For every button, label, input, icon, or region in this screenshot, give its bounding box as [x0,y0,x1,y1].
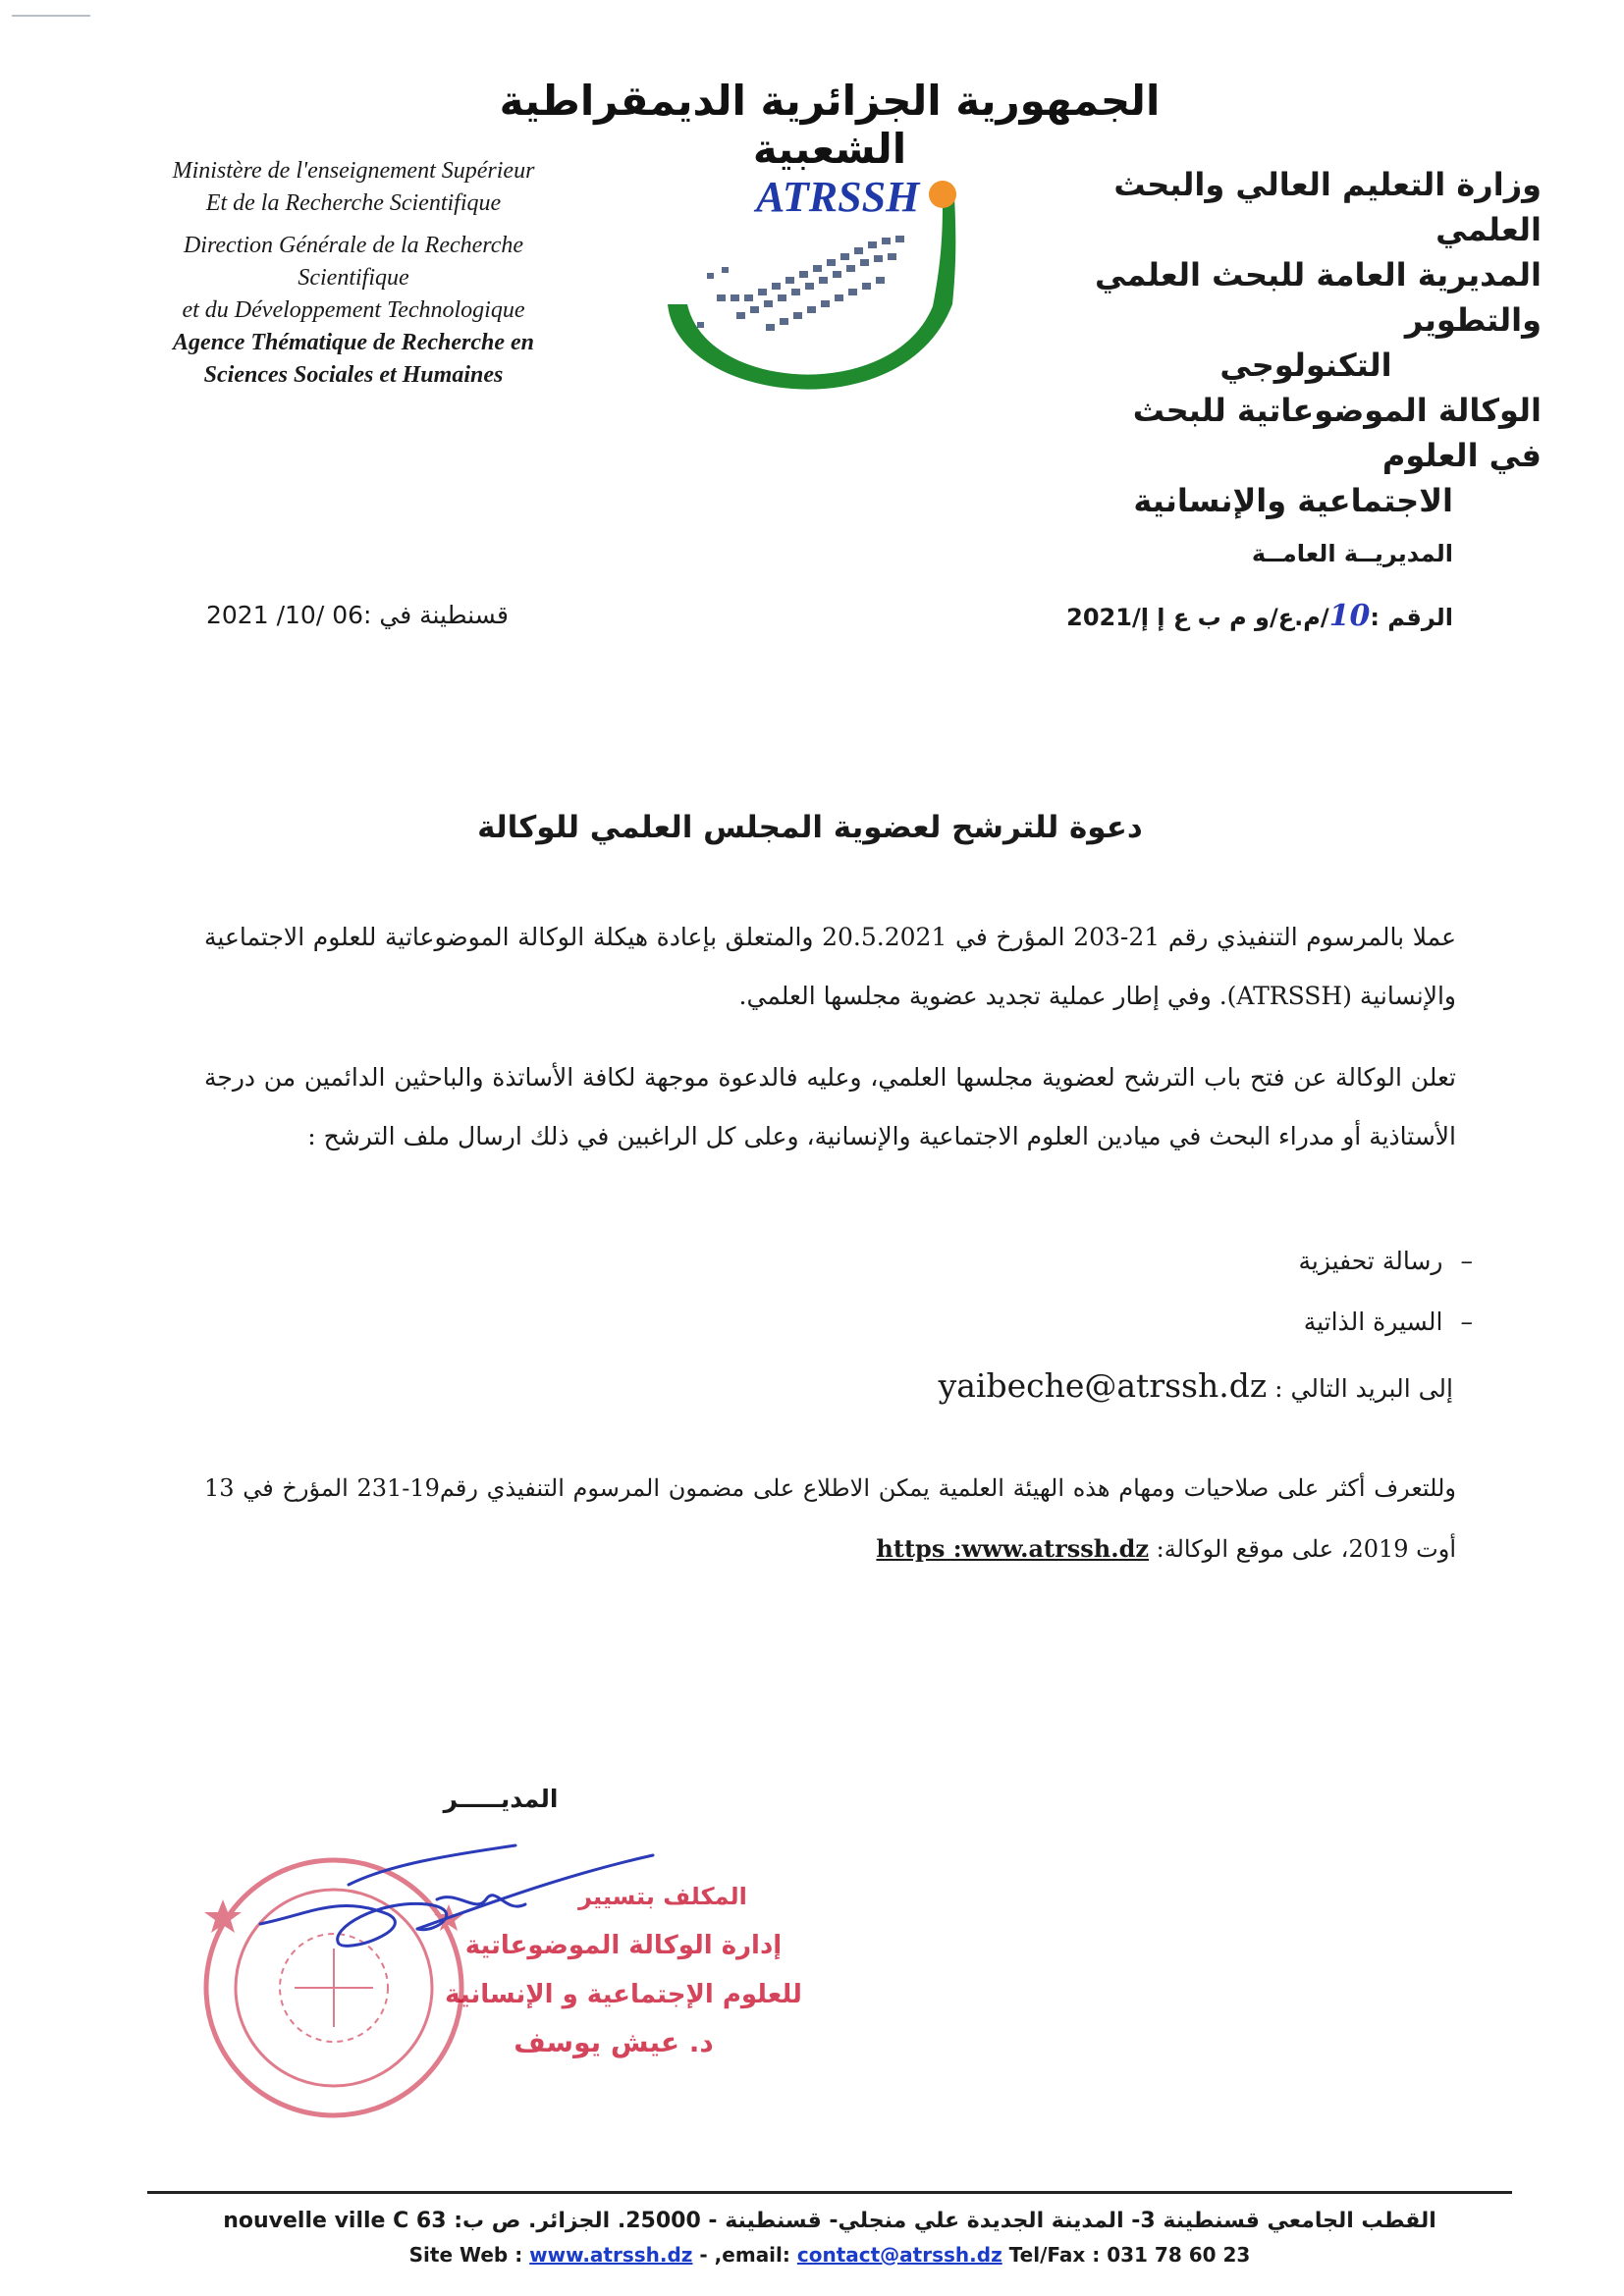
ar-direction-line-1: المديرية العامة للبحث العلمي والتطوير [1095,256,1542,339]
bullet-text: السيرة الذاتية [1303,1308,1443,1336]
scan-mark [12,15,90,17]
email-label: إلى البريد التالي : [1274,1374,1453,1403]
stamp-and-signature [191,1806,830,2160]
fr-ministry-line-1: Ministère de l'enseignement Supérieur [172,158,535,184]
footer-site-link[interactable]: www.atrssh.dz [529,2243,693,2267]
bullet-dash: – [1460,1308,1473,1336]
fr-ministry-line-2: Et de la Recherche Scientifique [205,190,502,216]
bullet-text: رسالة تحفيزية [1298,1247,1443,1275]
republic-heading: الجمهورية الجزائرية الديمقراطية الشعبية [499,77,1161,173]
footer-address: القطب الجامعي قسنطينة 3- المدينة الجديدة علي منجلي- قسنطينة - 25000. الجزائر. ص ب: nouvelle ville C 63 [223,2209,1436,2233]
email-line [687,1366,1453,1405]
french-header-block [98,155,609,392]
ar-agency-line-2: الاجتماعية والإنسانية [1133,482,1453,519]
logo-text: ATRSSH [756,173,920,221]
general-direction-label: المديريــة العامــة [1251,540,1453,567]
footer-email-label: - ,email: [699,2243,790,2267]
ref-rest: /م.ع/و م ب ع إ إ/2021 [1066,604,1329,631]
fr-direction-line-1: Direction Générale de la Recherche [183,233,524,258]
arabic-header-block [1070,162,1542,523]
stamp-line-4: د. عيش يوسف [514,2026,714,2058]
round-seal-icon [204,1860,463,2115]
list-item [1100,1247,1473,1275]
paragraph-more-info [204,1458,1456,1579]
more-info-text: وللتعرف أكثر على صلاحيات ومهام هذه الهيئة العلمية يمكن الاطلاع على مضمون المرسوم التنفيذي رقم19-231 المؤرخ في 13 أوت 2019، على موقع الوكالة: [204,1474,1457,1563]
fr-direction-line-3: et du Développement Technologique [182,297,525,323]
stamp-line-2: إدارة الوكالة الموضوعاتية [464,1931,783,1960]
ref-label: الرقم : [1370,604,1453,631]
list-item [1100,1308,1473,1336]
footer-email-link[interactable]: contact@atrssh.dz [796,2243,1002,2267]
footer-site-label: Site Web : [408,2243,523,2267]
paragraph-decree: عملا بالمرسوم التنفيذي رقم 21-203 المؤرخ في 20.5.2021 والمتعلق بإعادة هيكلة الوكالة الموضوعاتية للعلوم الاجتماعية والإنسانية (ATRSSH). وفي إطار عملية تجديد عضوية مجلسها العلمي. [204,923,1456,1010]
atrssh-logo-icon [648,157,982,422]
footer-rule [147,2191,1512,2194]
date-line: قسنطينة في :06 /10/ 2021 [206,601,509,629]
bullet-dash: – [1460,1247,1473,1275]
ref-number-handwritten: 10 [1328,599,1371,633]
stamp-line-1: المكلف بتسيير [578,1883,747,1910]
website-link[interactable]: https :www.atrssh.dz [876,1534,1149,1563]
ar-agency-line-1: الوكالة الموضوعاتية للبحث في العلوم [1132,392,1542,474]
stamp-line-3: للعلوم الإجتماعية و الإنسانية [445,1980,802,2009]
fr-direction-line-2: Scientifique [298,265,409,291]
director-label: المديـــــر [443,1785,559,1813]
fr-agency-line-1: Agence Thématique de Recherche en [173,330,534,355]
reference-number-line [943,599,1453,633]
ar-ministry-line: وزارة التعليم العالي والبحث العلمي [1113,166,1542,248]
document-title: دعوة للترشح لعضوية المجلس العلمي للوكالة [477,810,1143,845]
paragraph-announcement: تعلن الوكالة عن فتح باب الترشح لعضوية مجلسها العلمي، وعليه فالدعوة موجهة لكافة الأساتذة والباحثين الدائمين من درجة الأستاذية أو مدراء البحث في ميادين العلوم الاجتماعية والإنسانية، وعلى كل الراغبين في ذلك ارسال ملف الترشح : [204,1063,1456,1150]
ar-direction-line-2: التكنولوجي [1219,347,1392,384]
footer-contact [147,2243,1512,2267]
fr-agency-line-2: Sciences Sociales et Humaines [203,362,504,388]
email-address[interactable]: yaibeche@atrssh.dz [938,1366,1268,1405]
footer-tel: Tel/Fax : 031 78 60 23 [1008,2243,1251,2267]
